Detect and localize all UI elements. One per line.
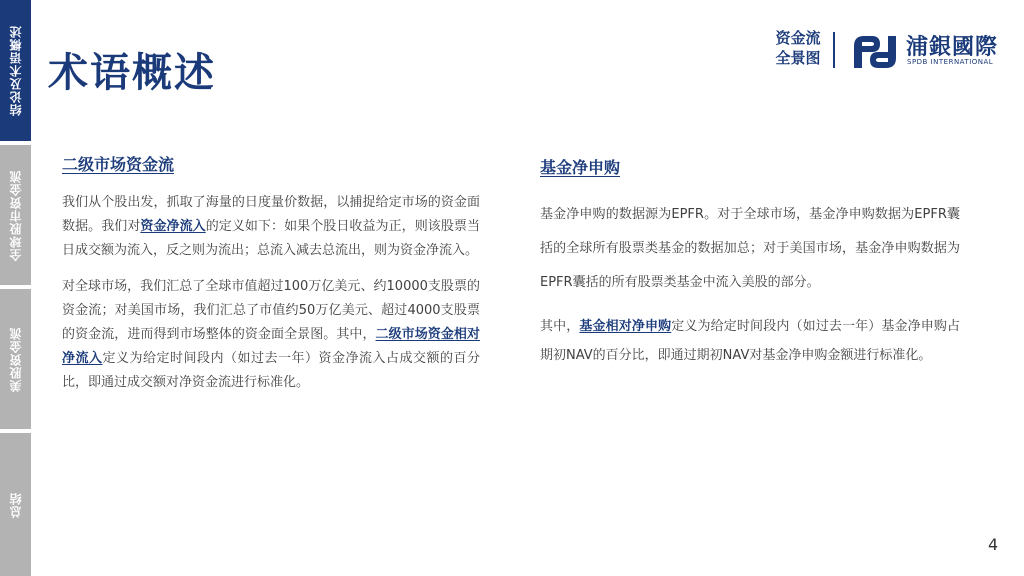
tab-global-equity-flows[interactable] <box>0 145 31 285</box>
tab-label: 总结 <box>9 491 23 518</box>
fund-net-subscription-section <box>540 155 960 370</box>
logo-company-en: SPDB INTERNATIONAL <box>907 58 994 66</box>
logo-divider <box>833 32 835 68</box>
tab-label: 全球股市资金流 <box>9 169 23 261</box>
section-heading: 基金净申购 <box>540 158 621 177</box>
section-heading: 二级市场资金流 <box>62 155 175 174</box>
term-relative-net-subscription: 基金相对净申购 <box>579 319 672 334</box>
page-title: 术语概述 <box>48 49 216 96</box>
term-net-inflow: 资金净流入 <box>140 219 206 234</box>
logo-company-cn: 浦銀國際 <box>906 35 999 60</box>
logo-product-name: 资金流 全景图 <box>775 29 821 67</box>
page-number: 4 <box>988 535 999 554</box>
paragraph: 基金净申购的数据源为EPFR。对于全球市场，基金净申购数据为EPFR囊括的全球所有股票类基金的数据加总；对于美国市场，基金净申购数据为EPFR囊括的所有股票类基金中流入美股的部分。 <box>540 207 960 290</box>
sidebar-nav <box>0 0 31 576</box>
spdb-logo-icon <box>850 32 900 72</box>
term-relative-net-inflow: 二级市场资金相对净流入 <box>62 327 480 366</box>
paragraph: 我们从个股出发，抓取了海量的日度量价数据，以捕捉给定市场的资金面数据。我们对资金净流入的定义如下：如果个股日收益为正，则该股票当日成交额为流入，反之则为流出；总流入减去总流出，则为资金净流入。 <box>62 195 480 258</box>
paragraph: 对全球市场，我们汇总了全球市值超过100万亿美元、约10000支股票的资金流；对美国市场，我们汇总了市值约50万亿美元、超过4000支股票的资金流，进而得到市场整体的资金面全景图。其中，二级市场资金相对净流入定义为给定时间段内（如过去一年）资金净流入占成交额的百分比，即通过成交额对净资金流进行标准化。 <box>62 279 480 390</box>
company-logo <box>768 24 1000 74</box>
tab-conclusion-and-terms[interactable] <box>0 0 31 141</box>
paragraph: 其中，基金相对净申购定义为给定时间段内（如过去一年）基金净申购占期初NAV的百分比，即通过期初NAV对基金净申购金额进行标准化。 <box>540 319 960 363</box>
secondary-market-flows-section <box>62 152 480 395</box>
tab-us-equity-flows[interactable] <box>0 289 31 429</box>
tab-label: 结论及术语概述 <box>9 25 23 116</box>
tab-summary[interactable] <box>0 433 31 576</box>
tab-label: 美股资金流 <box>9 326 23 392</box>
